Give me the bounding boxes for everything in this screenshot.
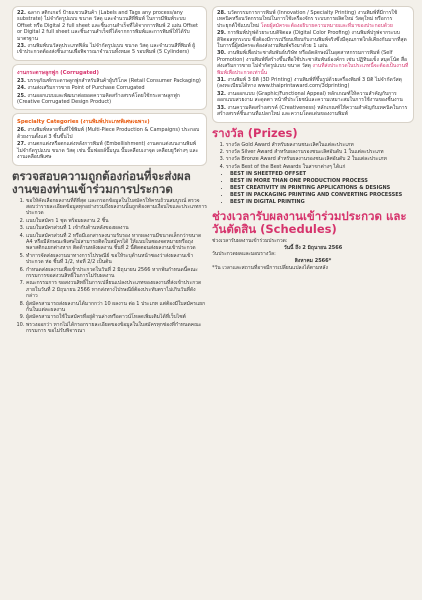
category-box-1 <box>12 6 207 61</box>
category-item-32: 32. งานออกแบบ (Graphic/Functional Appeal) หลักเกณฑ์ให้ความสำคัญกับการออกแบบสวยงาม สะดุดตา หน้าที่ประโยชน์และความเหมาะสมในการใช้งานของชิ้นงาน <box>217 90 403 104</box>
award-item: • BEST IN SHEETFED OFFSET <box>230 171 414 178</box>
schedule-note: *วัน เวลาและสถานที่อาจมีการเปลี่ยนแปลงได้ตามหลัง <box>212 264 328 271</box>
submit-date: วันนี้ ถึง 2 มิถุนายน 2566 <box>283 244 343 251</box>
category-item-29: 29. การพิมพ์ปรูฟด้วยระบบดิจิตอล (Digital Color Proofing) งานพิมพ์ปรูฟจากระบบดิจิตอลทุกระบบ ซึ่งต้องมีการเปรียบเทียบกับงานพิมพ์จริงซึ่งมีคุณภาพใกล้เคียงกันมากที่สุด ในการนี้ผู้สมัครจะต้องส่งงานพิมพ์จริงมาด้วย 1 แผ่น <box>217 30 407 50</box>
checklist-item: 2. แนบใบสมัคร 1 ชุด พร้อมผลงาน 2 ชิ้น <box>26 218 207 224</box>
category-item-31: 31. งานพิมพ์ 3 มิติ (3D Printing) งานพิมพ์ที่ขึ้นรูปด้วยเครื่องพิมพ์ 3 มิติ ไม่จำกัดวัสดุ (ลงทะเบียนได้ทาง www.thaiprintaward.com/3dprinting) <box>217 77 402 90</box>
submit-label: ช่วงเวลารับผลงานเข้าร่วมประกวด: <box>212 238 288 245</box>
category-item: 26. งานพิมพ์หลายชิ้นที่ใช้พิมพ์ (Multi-Piece Production & Campaigns) ประกอบด้วยงานตั้งแต่ 3 ชิ้นขึ้นไป <box>17 127 200 140</box>
category-item-22: 22. ฉลาก สติกเกอร์ ป้ายแขวนสินค้า (Labels and Tags any process/any substrate) ไม่จำกัดรูปแบบ ขนาด วัสดุ และจำนวนสีที่พิมพ์ ในการมีพิมพ์ระบบ Offset หรือ Digital 2 full sheet และชิ้นงานสำเร็จที่ได้จากการพิมพ์ 2 แผ่น Offset or Digital 2 full sheet และชิ้นงานสำเร็จที่ได้จากการพิมพ์และการพิมพ์ให้ได้รับมาตรฐาน <box>17 10 198 42</box>
judge-date: สิงหาคม 2566* <box>294 257 332 264</box>
checklist-item: 6. กำหนดส่งผลงานเพื่อเข้าประกวดในวันที่ 2 มิถุนายน 2566 หากพ้นกำหนดนี้คณะกรรมการขอสงวนสิทธิ์ในการไม่รับผลงาน <box>26 267 207 280</box>
schedule-title: ช่วงเวลารับผลงานเข้าร่วมประกวด และวันตัดสิน (Schedules) <box>212 209 407 237</box>
checklist-item: 3. แนบใบสมัครส่วนที่ 1 เข้ากับด้านหลังของผลงาน <box>26 225 207 231</box>
judge-label: วันประกวดผลและมอบรางวัล: <box>212 251 276 258</box>
specialty-title: Specialty Categories (งานพิมพ์ประเภทพิเศษเฉพาะ) <box>17 119 150 126</box>
checklist-item: 1. ขอให้คัดเลือกผลงานที่ดีที่สุด และกรอกข้อมูลในใบสมัครให้ครบถ้วนสมบูรณ์ ตรวจสอบว่ารายละเอียดข้อมูลทุกอย่างรวมถึงผลงานนั้นถูกต้องตามเงื่อนไขและประเภทการประกวด <box>26 198 207 217</box>
prizes-title: รางวัล (Prizes) <box>212 125 298 140</box>
best-awards-list <box>212 171 414 206</box>
checklist-item: 8. ผู้สมัครสามารถส่งผลงานได้มากกว่า 10 ผลงาน ต่อ 1 ประเภท แต่ต้องมีใบสมัครแยกกันในแต่ละผลงาน <box>26 301 207 314</box>
category-item: 25. งานออกแบบและพัฒนาต่อยอดความคิดสร้างสรรค์โดยใช้กระดาษลูกฟูก (Creative Corrugated Design Product) <box>17 92 180 106</box>
category-item-30: 30. งานพิมพ์เพื่อประชาสัมพันธ์บริษัท หรืออัตลักษณ์ในอุตสาหกรรมการพิมพ์ (Self Promotion) งานพิมพ์ที่สร้างขึ้นเพื่อใช้ประชาสัมพันธ์องค์กร เช่น ปฏิทินแข็ง สมุดโน้ต สื่อส่งเสริมการขาย ไม่จำกัดรูปแบบ ขนาด วัสดุ งานที่ส่งประกวดในประเภทนี้จะต้องเป็นงานที่พิมพ์เพื่อประกวดเท่านั้น <box>217 50 409 76</box>
award-item: • BEST IN PACKAGING PRINTING AND CONVERTING PROCESSES <box>230 192 414 199</box>
checklist-title: ตรวจสอบความถูกต้องก่อนที่จะส่งผลงานของท่านเข้าร่วมการประกวด <box>12 168 191 196</box>
category-item: 27. งานตกแต่งหรือตกแต่งหลังการพิมพ์ (Embellishment) งานตกแต่งบนงานพิมพ์ ไม่จำกัดรูปแบบ ขนาด วัสดุ เช่น ปั๊มฟอยล์ปั๊มนูน ปั๊มเคลือบเงาจุด เคลือบยูวีต่างๆ และงานเคลือบพิเศษ <box>17 141 199 161</box>
prize-item: 1. รางวัล Gold Award สำหรับผลงานชนะเลิศในแต่ละประเภท <box>226 142 414 148</box>
award-item: • BEST IN MORE THAN ONE PRODUCTION PROCESS <box>230 178 414 185</box>
checklist-item: 10. พรวงออกว่า หากไม่ได้กรอกรายละเอียดของข้อมูลในใบสมัครทุกช่องที่กำหนดคณะกรรมการ ขอไม่รับพิจารณา <box>26 322 207 335</box>
prize-item: 4. รางวัล Best of the Best Awards ในสาขาต่างๆ ได้แก่ <box>226 164 414 170</box>
category-item-28: 28. นวัตกรรมการการพิมพ์ (Innovation / Specialty Printing) งานพิมพ์ที่มีการใช้เทคนิคหรือนวัตกรรมใหม่ในการใช้เครื่องจักร ระบบการผลิตใหม่ วัสดุใหม่ หรือการประยุกต์ใช้แบบใหม่ โดยผู้สมัครจะต้องอธิบายความหมายและที่มาของประกอบด้วย <box>217 10 398 29</box>
category-item-33: 33. งานความคิดสร้างสรรค์ (Creativeness) หลักเกณฑ์ให้ความสำคัญกับเทคนิคในการสร้างสรรค์ชิ้นงานที่แปลกใหม่ และความโดดเด่นของงานพิมพ์ <box>217 104 408 118</box>
category-item: 24. งานส่งเสริมการขาย Point of Purchase Corrugated <box>17 85 145 92</box>
category-box-corrugated <box>12 64 207 111</box>
left-column <box>12 6 207 336</box>
prizes-list <box>212 142 414 171</box>
award-item: • BEST CREATIVITY IN PRINTING APPLICATIONS & DESIGNS <box>230 185 414 192</box>
checklist-item: 5. ทำการจัดส่งผลงานมาทางการไปรษณีย์ ขอให้ระบุด้านหน้าซองว่าส่งผลงานเข้าประกวด ห่อ ชิ้นที่ 1/2, ห่อที่ 2/2 เป็นต้น <box>26 253 207 266</box>
checklist <box>12 198 207 335</box>
category-item: 23. บรรจุภัณฑ์กระดาษลูกฟูกสำหรับสินค้าผู้บริโภค (Retail Consumer Packaging) <box>17 77 201 84</box>
category-box-specialty <box>12 113 207 165</box>
category-item-23: 23. งานพิมพ์บนวัสดุประเภทฟิล์ม ไม่จำกัดรูปแบบ ขนาด วัสดุ และจำนวนสีที่พิมพ์ ผู้เข้าประกวดต้องส่งชิ้นงานเพื่อพิจารณาจำนวนทั้งหมด 5 รอบพิมพ์ (5 Cylinders) <box>17 43 196 56</box>
checklist-item: 7. คณะกรรมการ ขอสงวนสิทธิ์ในการเปลี่ยนแปลงประเภทของผลงานที่ส่งเข้าประกวดภายในวันที่ 2 มิถุนายน 2566 หากส่งทางไปรษณีย์ต้องประทับตราไม่เกินวันที่ดังกล่าว <box>26 280 207 299</box>
right-column <box>212 6 414 271</box>
checklist-item: 4. แนบใบสมัครส่วนที่ 2 หรือมีเอกสารลงนามรับรอง หากผลงานมีขนาดเล็กกว่าขนาด A4 หรือมีลักษณะพิเศษไม่สามารถติดใบสมัครได้ ให้แนบในซองจดหมายหรือถุงพลาสติกแยกต่างหาก ติดด้านหลังผลงาน ชิ้นที่ 2 นี้ติดตอนส่งผลงานเข้าประกวด <box>26 233 207 252</box>
prize-item: 3. รางวัล Bronze Award สำหรับผลงานรองชนะเลิศอันดับ 2 ในแต่ละประเภท <box>226 156 414 162</box>
prize-item: 2. รางวัล Silver Award สำหรับผลงานรองชนะเลิศอันดับ 1 ในแต่ละประเภท <box>226 149 414 155</box>
award-item: • BEST IN DIGITAL PRINTING <box>230 199 414 206</box>
category-box-special <box>212 6 414 123</box>
checklist-item: 9. ผู้สมัครสามารถใช้ใบสมัครที่อยู่ด้านล่างหรือดาวน์โหลดเพิ่มเติมได้ที่เว็บไซต์ <box>26 314 207 320</box>
corrugated-title: งานกระดาษลูกฟูก (Corrugated) <box>17 69 99 76</box>
